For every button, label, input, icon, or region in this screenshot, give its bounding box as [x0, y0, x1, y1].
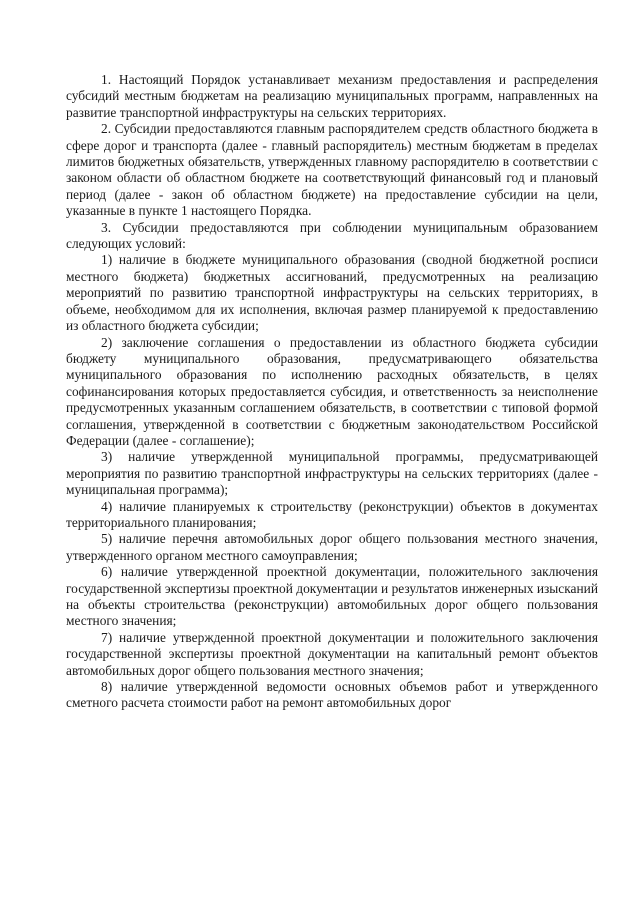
condition-3: 3) наличие утвержденной муниципальной программы, предусматривающей мероприятия по развитию транспортной инфраструктуры на сельских территориях (далее - муниципальная программа); — [66, 449, 598, 498]
paragraph-3: 3. Субсидии предоставляются при соблюдении муниципальным образованием следующих условий: — [66, 219, 598, 252]
condition-2: 2) заключение соглашения о предоставлении из областного бюджета субсидии бюджету муниципального образования, предусматривающего обязательства муниципального образования по исполнению расходных обязательств, в целях софинансирования которых предоставляется субсидия, и ответственность за неисполнение предусмотренных указанным соглашением обязательств, в соответствии с типовой формой соглашения, утвержденной в соответствии с бюджетным законодательством Российской Федерации (далее - соглашение); — [66, 334, 598, 448]
condition-8: 8) наличие утвержденной ведомости основных объемов работ и утвержденного сметного расчета стоимости работ на ремонт автомобильных дорог — [66, 679, 598, 711]
condition-7: 7) наличие утвержденной проектной документации и положительного заключения государственной экспертизы проектной документации на капитальный ремонт объектов автомобильных дорог общего пользования местного значения; — [66, 629, 598, 678]
condition-4: 4) наличие планируемых к строительству (реконструкции) объектов в документах территориального планирования; — [66, 498, 598, 530]
condition-5: 5) наличие перечня автомобильных дорог общего пользования местного значения, утвержденного органом местного самоуправления; — [66, 531, 598, 563]
paragraph-1: 1. Настоящий Порядок устанавливает механизм предоставления и распределения субсидий местным бюджетам на реализацию муниципальных программ, направленных на развитие транспортной инфраструктуры на сельских территориях. — [66, 72, 598, 120]
document-body — [66, 72, 598, 712]
paragraph-2: 2. Субсидии предоставляются главным распорядителем средств областного бюджета в сфере дорог и транспорта (далее - главный распорядитель) местным бюджетам в пределах лимитов бюджетных обязательств, утвержденных главному распорядителю в соответствии с законом области об областном бюджете на соответствующий финансовый год и плановый период (далее - закон об областном бюджете) на предоставление субсидии на цели, указанные в пункте 1 настоящего Порядка. — [66, 121, 598, 219]
condition-6: 6) наличие утвержденной проектной документации, положительного заключения государственной экспертизы проектной документации и результатов инженерных изысканий на объекты строительства (реконструкции) автомобильных дорог общего пользования местного значения; — [66, 564, 598, 629]
condition-1: 1) наличие в бюджете муниципального образования (сводной бюджетной росписи местного бюджета) бюджетных ассигнований, предусмотренных на реализацию мероприятий по развитию транспортной инфраструктуры на сельских территориях, в объеме, необходимом для их исполнения, включая размер планируемой к предоставлению из областного бюджета субсидии; — [66, 252, 598, 334]
